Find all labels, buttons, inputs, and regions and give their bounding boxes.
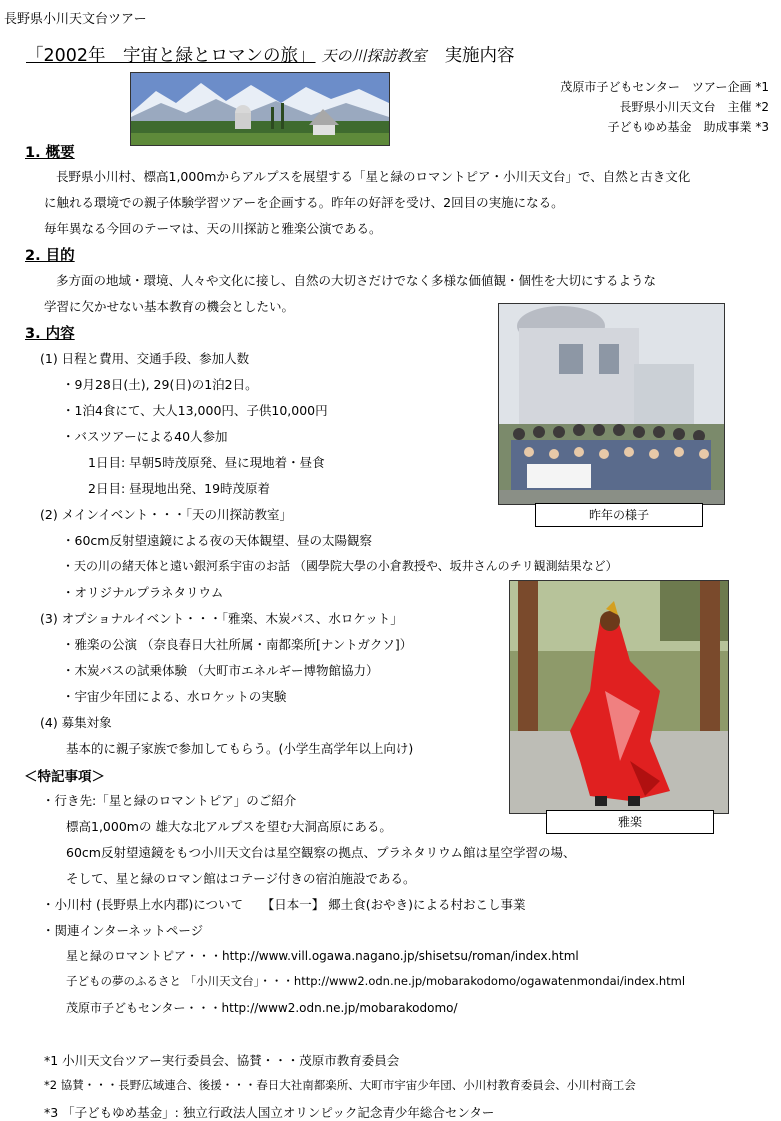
footnote-1: *1 小川天文台ツアー実行委員会、協賛・・・茂原市教育委員会 xyxy=(44,1053,400,1068)
purpose-line-2: 学習に欠かせない基本教育の機会としたい。 xyxy=(44,299,295,314)
content-line: ・9月28日(土), 29(日)の1泊2日。 xyxy=(62,377,258,392)
overview-line-3: 毎年異なる今回のテーマは、天の川探訪と雅楽公演である。 xyxy=(44,221,382,236)
content-line: ・バスツアーによる40人参加 xyxy=(62,429,228,444)
footnote-3: *3 「子どもゆめ基金」: 独立行政法人国立オリンピック記念青少年総合センター xyxy=(44,1105,495,1120)
content-line: (1) 日程と費用、交通手段、参加人数 xyxy=(40,351,250,366)
footnote-2: *2 協賛・・・長野広域連合、後援・・・春日大社南都楽所、大町市宇宙少年団、小川村教育委員会、小川村商工会 xyxy=(44,1078,636,1092)
title-tail: 実施内容 xyxy=(444,46,515,66)
section-heading-purpose: 2. 目的 xyxy=(25,248,75,264)
content-line: 基本的に親子家族で参加してもらう。(小学生高学年以上向け) xyxy=(66,741,414,756)
content-line: ・雅楽の公演 （奈良春日大社所属・南都楽所[ナントガクソ]） xyxy=(62,637,413,652)
banner-photo xyxy=(130,72,390,146)
note-link-line: 星と緑のロマントピア・・・http://www.vill.ogawa.nagano.jp/shisetsu/roman/index.html xyxy=(66,949,579,963)
content-line: (3) オプショナルイベント・・・「雅楽、木炭バス、水ロケット」 xyxy=(40,611,403,626)
purpose-line-1: 多方面の地域・環境、人々や文化に接し、自然の大切さだけでなく多様な価値観・個性を大切にするような xyxy=(56,273,657,288)
group-photo xyxy=(498,303,725,505)
notes-heading: ＜特記事項＞ xyxy=(24,769,105,785)
organizer-3: 子どもゆめ基金 助成事業 *3 xyxy=(607,120,769,134)
note-line: そして、星と緑のロマン館はコテージ付きの宿泊施設である。 xyxy=(66,871,416,886)
title-main: 「2002年 宇宙と緑とロマンの旅」 xyxy=(26,46,316,66)
title-sub: 天の川探訪教室 xyxy=(321,47,427,65)
content-line: (4) 募集対象 xyxy=(40,715,112,730)
section-heading-overview: 1. 概要 xyxy=(25,145,75,161)
section-heading-content: 3. 内容 xyxy=(25,326,75,342)
content-line: 1日目: 早朝5時茂原発、昼に現地着・昼食 xyxy=(88,455,325,470)
content-line: ・1泊4食にて、大人13,000円、子供10,000円 xyxy=(62,403,328,418)
note-line: 標高1,000mの 雄大な北アルプスを望む大洞高原にある。 xyxy=(66,819,392,834)
overview-line-1: 長野県小川村、標高1,000mからアルプスを展望する「星と緑のロマントピア・小川天文台」で、自然と古き文化 xyxy=(56,169,691,184)
content-line: ・オリジナルプラネタリウム xyxy=(62,585,224,600)
content-line: ・60cm反射望遠鏡による夜の天体観望、昼の太陽観察 xyxy=(62,533,372,548)
note-link-line: 子どもの夢のふるさと 「小川天文台」・・・http://www2.odn.ne.jp/mobarakodomo/ogawatenmondai/index.html xyxy=(66,974,686,988)
content-line: (2) メインイベント・・・「天の川探訪教室」 xyxy=(40,507,293,522)
organizer-1: 茂原市子どもセンター ツアー企画 *1 xyxy=(560,80,769,94)
note-line: ・関連インターネットページ xyxy=(42,923,204,938)
gagaku-photo xyxy=(509,580,729,814)
note-line: ・小川村 (長野県上水内郡)について 【日本一】 郷土食(おやき)による村おこし事業 xyxy=(42,897,526,912)
content-line: ・天の川の緒天体と遠い銀河系宇宙のお話 （國學院大學の小倉教授や、坂井さんのチリ観測結果など） xyxy=(62,559,618,573)
group-photo-caption: 昨年の様子 xyxy=(535,503,703,527)
document-org-title: 長野県小川天文台ツアー xyxy=(4,12,147,27)
page-title xyxy=(26,42,515,67)
note-link-line: 茂原市子どもセンター・・・http://www2.odn.ne.jp/mobarakodomo/ xyxy=(66,1001,458,1015)
content-line: 2日目: 昼現地出発、19時茂原着 xyxy=(88,481,271,496)
gagaku-photo-caption: 雅楽 xyxy=(546,810,714,834)
content-line: ・宇宙少年団による、水ロケットの実験 xyxy=(62,689,287,704)
organizer-2: 長野県小川天文台 主催 *2 xyxy=(619,100,769,114)
content-line: ・木炭バスの試乗体験 （大町市エネルギー博物館協力） xyxy=(62,663,379,678)
note-line: ・行き先:「星と緑のロマントピア」のご紹介 xyxy=(42,793,297,808)
note-line: 60cm反射望遠鏡をもつ小川天文台は星空観察の拠点、プラネタリウム館は星空学習の場、 xyxy=(66,845,576,860)
overview-line-2: に触れる環境での親子体験学習ツアーを企画する。昨年の好評を受け、2回目の実施になる。 xyxy=(44,195,564,210)
